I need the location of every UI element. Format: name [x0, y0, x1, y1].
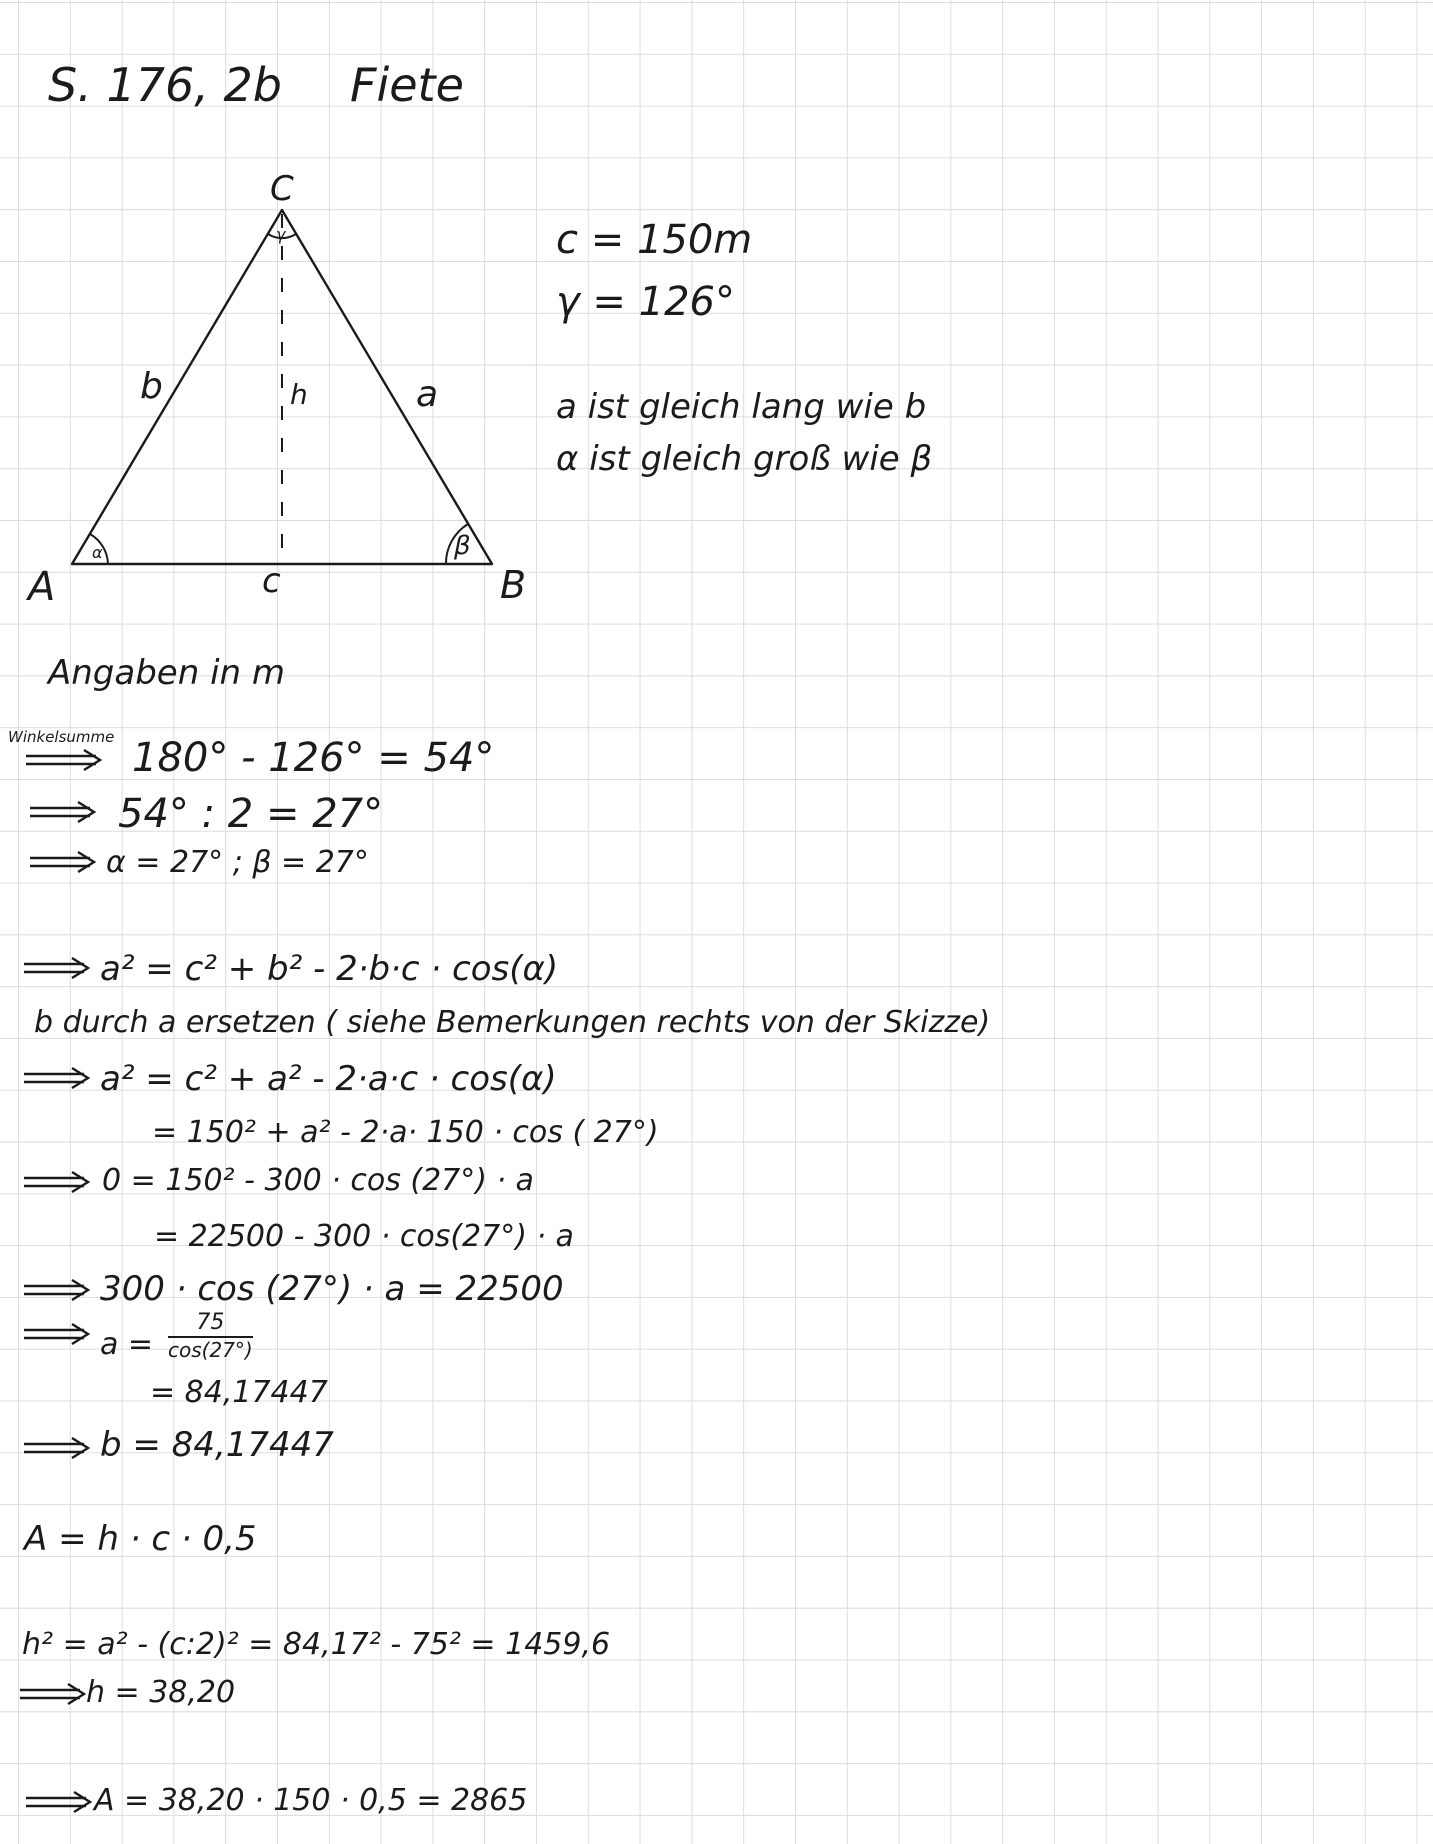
angle-label-alpha: α [92, 543, 103, 562]
angle-label-gamma: γ [276, 225, 286, 244]
implies-arrow [22, 956, 92, 980]
implies-arrow [28, 850, 98, 874]
fraction-numerator: 75 [168, 1312, 253, 1338]
step-isolate-a: 300 · cos (27°) · a = 22500 [100, 1269, 564, 1309]
side-label-a: a [416, 374, 439, 415]
arrow-annotation: Winkelsumme [8, 728, 115, 746]
fraction-denominator: cos(27°) [168, 1338, 253, 1362]
step-alpha-beta: α = 27° ; β = 27° [106, 845, 369, 880]
step-half-angle: 54° : 2 = 27° [118, 791, 384, 837]
step-substituted: a² = c² + a² - 2·a·c · cos(α) [100, 1059, 557, 1099]
implies-arrow [22, 1322, 92, 1346]
area-formula: A = h · c · 0,5 [24, 1519, 257, 1559]
implies-arrow [22, 1066, 92, 1090]
fraction-a [168, 1312, 253, 1360]
height-squared: h² = a² - (c:2)² = 84,17² - 75² = 1459,6 [22, 1627, 611, 1662]
implies-arrow [28, 800, 98, 824]
step-a-value: = 84,17447 [150, 1375, 328, 1410]
height-value: h = 38,20 [86, 1675, 236, 1710]
implies-arrow [18, 1682, 88, 1706]
step-cosine-law: a² = c² + b² - 2·b·c · cos(α) [100, 949, 559, 989]
vertex-label-b: B [500, 563, 527, 607]
step-angle-sum: 180° - 126° = 54° [132, 735, 495, 781]
area-result: A = 38,20 · 150 · 0,5 = 2865 [94, 1783, 528, 1818]
implies-arrow [22, 1436, 92, 1460]
vertex-label-a: A [28, 564, 56, 610]
note-equal-sides: a ist gleich lang wie b [556, 387, 927, 427]
note-equal-angles: α ist gleich groß wie β [556, 439, 933, 479]
implies-arrow [24, 748, 104, 772]
step-zero-equation-values: = 22500 - 300 · cos(27°) · a [154, 1219, 574, 1254]
units-note: Angaben in m [48, 653, 286, 693]
implies-arrow [22, 1278, 92, 1302]
angle-label-beta: β [454, 531, 471, 561]
height-label: h [290, 378, 308, 411]
given-c: c = 150m [556, 217, 753, 263]
implies-arrow [22, 1170, 92, 1194]
vertex-label-c: C [270, 169, 294, 209]
side-label-c: c [262, 561, 281, 601]
implies-arrow [24, 1790, 94, 1814]
triangle-sketch [0, 0, 600, 620]
given-gamma: γ = 126° [556, 279, 735, 325]
step-zero-equation: 0 = 150² - 300 · cos (27°) · a [102, 1163, 534, 1198]
step-a-lhs: a = [100, 1327, 154, 1362]
step-substituted-values: = 150² + a² - 2·a· 150 · cos ( 27°) [152, 1115, 659, 1150]
page-reference: S. 176, 2b [48, 58, 282, 112]
author-name: Fiete [350, 58, 464, 112]
side-label-b: b [140, 366, 163, 407]
note-replace-b: b durch a ersetzen ( siehe Bemerkungen rechts von der Skizze) [34, 1005, 991, 1040]
step-b-value: b = 84,17447 [100, 1425, 334, 1465]
